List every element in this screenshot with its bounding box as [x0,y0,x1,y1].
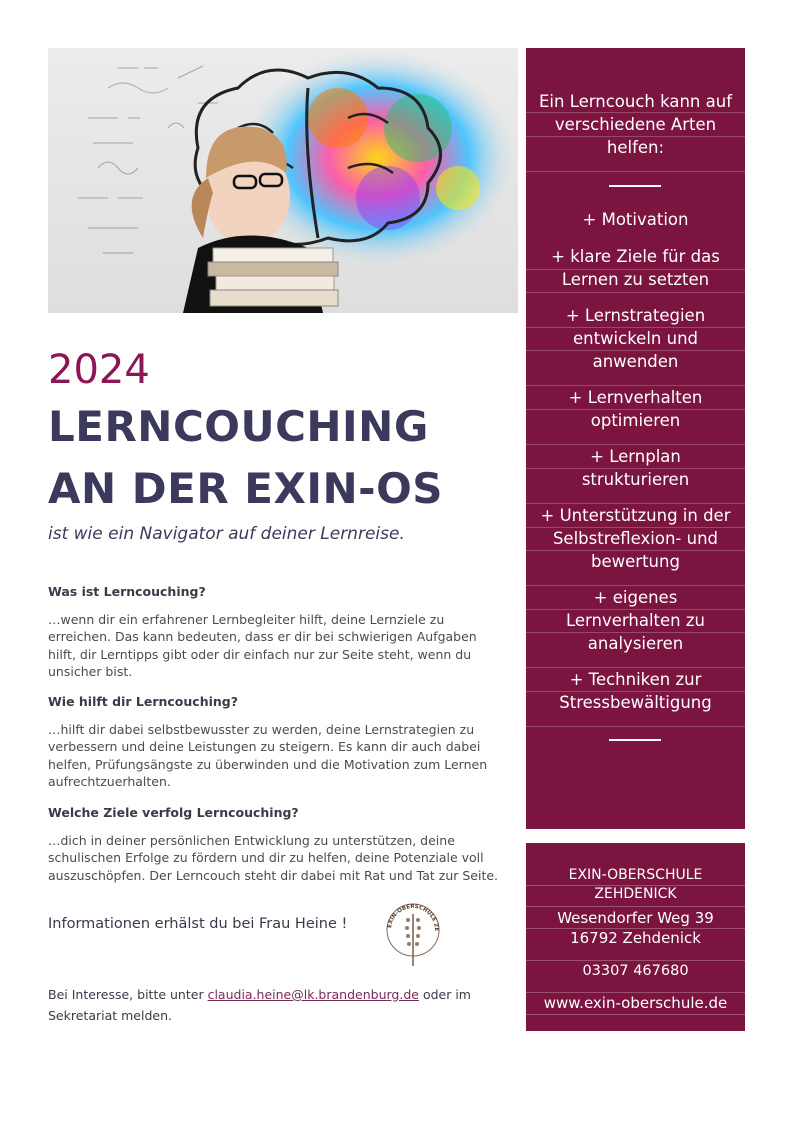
benefit-item: + Motivation [582,210,689,229]
school-contact-box [526,843,745,1031]
benefit-item: + Unterstützung in der Selbstreflexion- und bewertung [540,506,731,571]
divider-dash [609,185,661,187]
school-name-line1: EXIN-OBERSCHULE [568,867,703,883]
contact-prefix: Bei Interesse, bitte unter [48,987,204,1002]
school-seal-tree-icon [383,900,443,970]
title-line-2: AN DER EXIN-OS [48,464,444,513]
email-link[interactable]: claudia.heine@lk.brandenburg.de [207,987,419,1002]
sidebar-intro: Ein Lerncouch kann auf verschiedene Arten helfen: [538,92,733,157]
benefit-item: + Techniken zur Stressbewältigung [559,670,712,712]
year-heading: 2024 [48,347,150,393]
contact-suffix: oder im Sekretariat melden. [48,987,471,1023]
benefit-item: + klare Ziele für das Lernen zu setzten [551,247,720,289]
faq-answer: …dich in deiner persönlichen Entwicklung zu unterstützen, deine schulischen Erfolge zu fördern und dir zu helfen, deine Potenziale voll auszuschöpfen. Der Lerncouch steht dir dabei mit Rat und Tat zur Seite. [48,832,499,883]
faq-question: Was ist Lerncouching? [48,584,206,599]
school-phone: 03307 467680 [582,963,689,979]
school-seal [383,900,443,970]
info-text: Informationen erhälst du bei Frau Heine ! [48,916,348,932]
faq-block [48,693,508,791]
benefit-item: + eigenes Lernverhalten zu analysieren [565,588,705,653]
faq-answer: …wenn dir ein erfahrener Lernbegleiter hilft, deine Lernziele zu erreichen. Das kann bedeuten, dass er dir bei schwierigen Aufgaben hilft, dir Lerntipps gibt oder dir einfach nur zur Seite steht, wenn du unsicher bist. [48,611,477,679]
faq-answer: …hilft dir dabei selbstbewusster zu werden, deine Lernstrategien zu verbessern und deine Leistungen zu steigern. Es kann dir auch dabei helfen, Prüfungsängste zu überwinden und die Motivation zum Lernen aufrechtzuerhalten. [48,721,488,789]
benefit-item: + Lernstrategien entwickeln und anwenden [565,306,706,371]
hero-image [48,48,518,313]
school-website[interactable]: www.exin-oberschule.de [543,994,728,1012]
student-brain-illustration [48,48,518,313]
contact-note [48,984,518,1026]
divider-dash [609,739,661,741]
benefits-sidebar [526,48,745,829]
faq-block [48,804,508,884]
school-name-line2: ZEHDENICK [594,886,677,902]
benefit-item: + Lernplan strukturieren [581,447,690,489]
school-street: Wesendorfer Weg 39 [557,909,714,927]
title-line-1: LERNCOUCHING [48,402,429,451]
school-city: 16792 Zehdenick [570,929,701,947]
faq-block [48,583,508,681]
faq-question: Wie hilft dir Lerncouching? [48,694,238,709]
svg-text:EXIN-OBERSCHULE ZEHDENICK: EXIN-OBERSCHULE ZE [387,903,440,932]
benefit-item: + Lernverhalten optimieren [568,388,703,430]
subtitle: ist wie ein Navigator auf deiner Lernreise. [48,524,405,544]
faq-question: Welche Ziele verfolg Lerncouching? [48,805,299,820]
